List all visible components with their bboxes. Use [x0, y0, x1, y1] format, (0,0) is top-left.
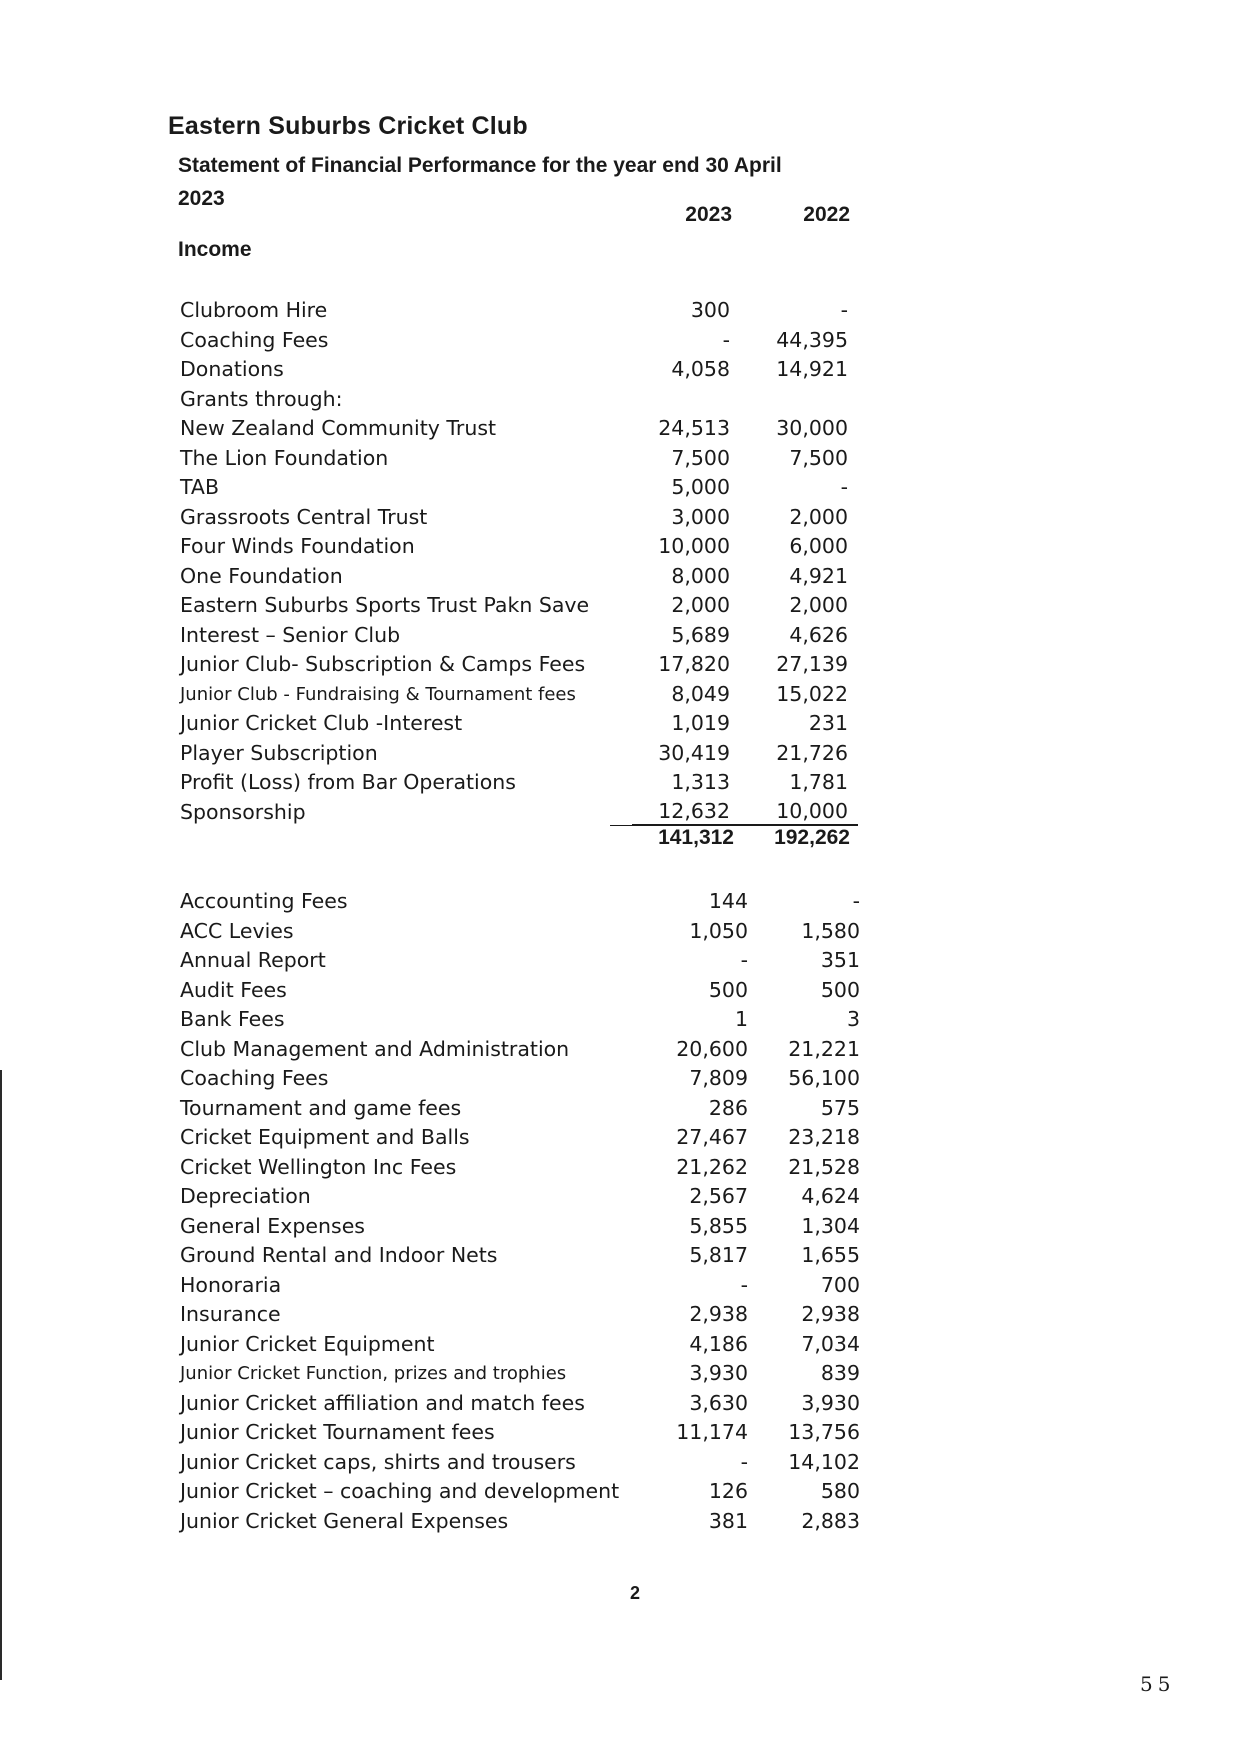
value-2023: 11,174 [676, 1420, 748, 1444]
row-label: Audit Fees [180, 977, 287, 1002]
table-row [180, 1271, 860, 1301]
row-label: Player Subscription [180, 740, 378, 765]
column-header-2022: 2022 [803, 203, 850, 226]
value-2023: 3,630 [689, 1390, 748, 1415]
table-row [180, 739, 860, 769]
table-row [180, 621, 860, 651]
row-label: Junior Cricket Function, prizes and trophies [180, 1363, 567, 1384]
club-name: Eastern Suburbs Cricket Club [168, 112, 528, 140]
row-label: Four Winds Foundation [180, 534, 415, 558]
row-label: Grassroots Central Trust [180, 504, 428, 529]
value-2023: 24,513 [658, 416, 730, 440]
value-2022: 4,921 [789, 563, 848, 588]
value-2022: 500 [820, 977, 860, 1002]
table-row [180, 1182, 860, 1212]
value-2023: 2,938 [689, 1302, 748, 1326]
income-total-2023: 141,312 [658, 826, 734, 849]
value-2023: 5,000 [671, 475, 730, 499]
value-2023: 1,313 [671, 770, 730, 794]
value-2023: 1,050 [689, 918, 748, 943]
value-2022: 231 [808, 711, 848, 735]
value-2023: 1,019 [671, 711, 730, 735]
value-2022: 351 [820, 948, 860, 972]
row-label: Junior Cricket caps, shirts and trousers [180, 1449, 576, 1474]
value-2023: 144 [708, 889, 748, 913]
table-row [180, 976, 860, 1006]
value-2022: 2,000 [789, 593, 848, 617]
value-2022: 30,000 [776, 416, 848, 440]
income-total-2022: 192,262 [774, 826, 850, 849]
value-2022: 2,883 [801, 1508, 860, 1533]
row-label: Clubroom Hire [180, 298, 328, 322]
value-2023: 5,817 [689, 1243, 748, 1267]
row-label: New Zealand Community Trust [180, 416, 497, 440]
table-row [180, 1064, 860, 1094]
row-label: Club Management and Administration [180, 1036, 570, 1061]
table-row [180, 473, 860, 503]
statement-title: Statement of Financial Performance for the year end 30 April 2023 [178, 154, 782, 210]
table-row [180, 946, 860, 976]
value-2022: 21,726 [776, 740, 848, 765]
row-label: General Expenses [180, 1213, 365, 1238]
row-label: Interest – Senior Club [180, 622, 401, 647]
page-number: 2 [629, 1583, 640, 1603]
value-2022: - [840, 298, 848, 322]
income-heading: Income [178, 238, 252, 261]
table-row [180, 562, 860, 592]
statement-header [168, 112, 888, 215]
value-2022: 7,500 [789, 445, 848, 470]
document-stamp-number: 55 [1140, 1672, 1176, 1696]
value-2022: 13,756 [788, 1420, 860, 1444]
row-label: Donations [180, 357, 284, 381]
table-row [180, 680, 860, 710]
row-label: TAB [180, 475, 220, 499]
table-row [180, 591, 860, 621]
value-2023: 10,000 [658, 534, 730, 558]
value-2022: 7,034 [801, 1331, 860, 1356]
table-row [180, 917, 860, 947]
table-row [180, 1212, 860, 1242]
row-label: Accounting Fees [180, 889, 348, 913]
row-label: Insurance [180, 1302, 281, 1326]
value-2023: - [722, 327, 730, 352]
value-2022: 21,221 [788, 1036, 860, 1061]
row-label: Eastern Suburbs Sports Trust Pakn Save [180, 593, 590, 617]
value-2023: 20,600 [676, 1036, 748, 1061]
value-2023: 300 [690, 298, 730, 322]
table-row [180, 1153, 860, 1183]
table-row [180, 414, 860, 444]
row-label: Junior Cricket Equipment [180, 1331, 435, 1356]
table-row [180, 887, 860, 917]
row-label: Junior Club - Fundraising & Tournament fees [180, 683, 576, 705]
value-2022: 4,626 [789, 622, 848, 647]
value-2022: 23,218 [788, 1125, 860, 1149]
row-label: Bank Fees [180, 1007, 285, 1031]
table-row [180, 296, 860, 326]
value-2023: - [740, 1449, 748, 1474]
value-2023: 286 [708, 1095, 748, 1120]
row-label: ACC Levies [180, 918, 294, 943]
value-2022: 27,139 [776, 652, 848, 676]
row-label: Profit (Loss) from Bar Operations [180, 770, 516, 794]
row-label: Junior Cricket Club -Interest [180, 711, 463, 735]
value-2022: 1,655 [801, 1243, 860, 1267]
value-2023: 3,930 [689, 1361, 748, 1385]
row-label: Depreciation [180, 1184, 311, 1208]
value-2022: 839 [820, 1361, 860, 1385]
table-row [180, 1418, 860, 1448]
table-row [180, 385, 860, 415]
value-2023: 8,049 [671, 681, 730, 706]
value-2022: 3,930 [801, 1390, 860, 1415]
value-2022: 6,000 [789, 534, 848, 558]
row-label: The Lion Foundation [180, 445, 389, 470]
row-label: Tournament and game fees [180, 1095, 462, 1120]
column-header-2023: 2023 [685, 203, 732, 226]
value-2022: 700 [820, 1272, 860, 1297]
row-label: Coaching Fees [180, 1066, 329, 1090]
value-2023: 7,809 [689, 1066, 748, 1090]
value-2022: 2,000 [789, 504, 848, 529]
value-2022: - [840, 475, 848, 499]
value-2023: 8,000 [671, 563, 730, 588]
table-row [180, 650, 860, 680]
value-2022: 1,580 [801, 918, 860, 943]
value-2022: 3 [846, 1007, 860, 1031]
value-2023: 21,262 [676, 1154, 748, 1179]
table-row [180, 709, 860, 739]
value-2023: 12,632 [610, 798, 730, 826]
value-2022: 4,624 [801, 1184, 860, 1208]
value-2023: 4,058 [671, 357, 730, 381]
value-2022: 2,938 [801, 1302, 860, 1326]
row-label: Junior Cricket affiliation and match fees [180, 1390, 585, 1415]
value-2023: 1 [734, 1007, 748, 1031]
row-label: One Foundation [180, 563, 343, 588]
row-label: Honoraria [180, 1272, 282, 1297]
value-2023: 126 [708, 1479, 748, 1503]
row-label: Coaching Fees [180, 327, 329, 352]
table-row [180, 1330, 860, 1360]
value-2022: 15,022 [776, 681, 848, 706]
table-row [180, 1389, 860, 1419]
table-row [180, 1448, 860, 1478]
value-2023: 5,855 [689, 1213, 748, 1238]
value-2022: 1,304 [801, 1213, 860, 1238]
expense-table [180, 887, 860, 1536]
value-2022: 21,528 [788, 1154, 860, 1179]
value-2022: 44,395 [776, 327, 848, 352]
value-2022: 10,000 [728, 798, 848, 826]
row-label: Junior Cricket – coaching and development [180, 1479, 620, 1503]
row-label: Annual Report [180, 948, 326, 972]
table-row [180, 768, 860, 798]
table-row [180, 1035, 860, 1065]
value-2023: 3,000 [671, 504, 730, 529]
value-2022: 580 [820, 1479, 860, 1503]
row-label: Cricket Equipment and Balls [180, 1125, 470, 1149]
table-row [180, 355, 860, 385]
table-row [180, 1241, 860, 1271]
table-row [180, 1359, 860, 1389]
value-2023: 2,000 [671, 593, 730, 617]
income-table [180, 296, 860, 827]
row-label: Junior Cricket Tournament fees [180, 1420, 495, 1444]
value-2023: 2,567 [689, 1184, 748, 1208]
table-row [180, 798, 860, 828]
value-2022: 14,102 [788, 1449, 860, 1474]
table-row [180, 503, 860, 533]
table-row [180, 326, 860, 356]
row-label: Junior Cricket General Expenses [180, 1508, 509, 1533]
row-label: Junior Club- Subscription & Camps Fees [180, 652, 586, 676]
value-2023: 30,419 [658, 740, 730, 765]
value-2022: 14,921 [776, 357, 848, 381]
row-label: Grants through: [180, 386, 343, 411]
value-2023: 4,186 [689, 1331, 748, 1356]
table-row [180, 1005, 860, 1035]
value-2022: 575 [820, 1095, 860, 1120]
value-2023: 17,820 [658, 652, 730, 676]
value-2023: 5,689 [671, 622, 730, 647]
table-row [180, 444, 860, 474]
value-2023: - [740, 1272, 748, 1297]
value-2023: 7,500 [671, 445, 730, 470]
value-2023: - [740, 948, 748, 972]
value-2023: 500 [708, 977, 748, 1002]
table-row [180, 532, 860, 562]
row-label: Ground Rental and Indoor Nets [180, 1243, 498, 1267]
value-2022: 1,781 [789, 770, 848, 794]
scan-edge-line [0, 1070, 2, 1680]
value-2023: 381 [708, 1508, 748, 1533]
row-label: Sponsorship [180, 799, 306, 824]
table-row [180, 1094, 860, 1124]
value-2022: 56,100 [788, 1066, 860, 1090]
table-row [180, 1507, 860, 1537]
table-row [180, 1477, 860, 1507]
value-2023: 27,467 [676, 1125, 748, 1149]
table-row [180, 1300, 860, 1330]
row-label: Cricket Wellington Inc Fees [180, 1154, 457, 1179]
value-2022: - [852, 889, 860, 913]
table-row [180, 1123, 860, 1153]
